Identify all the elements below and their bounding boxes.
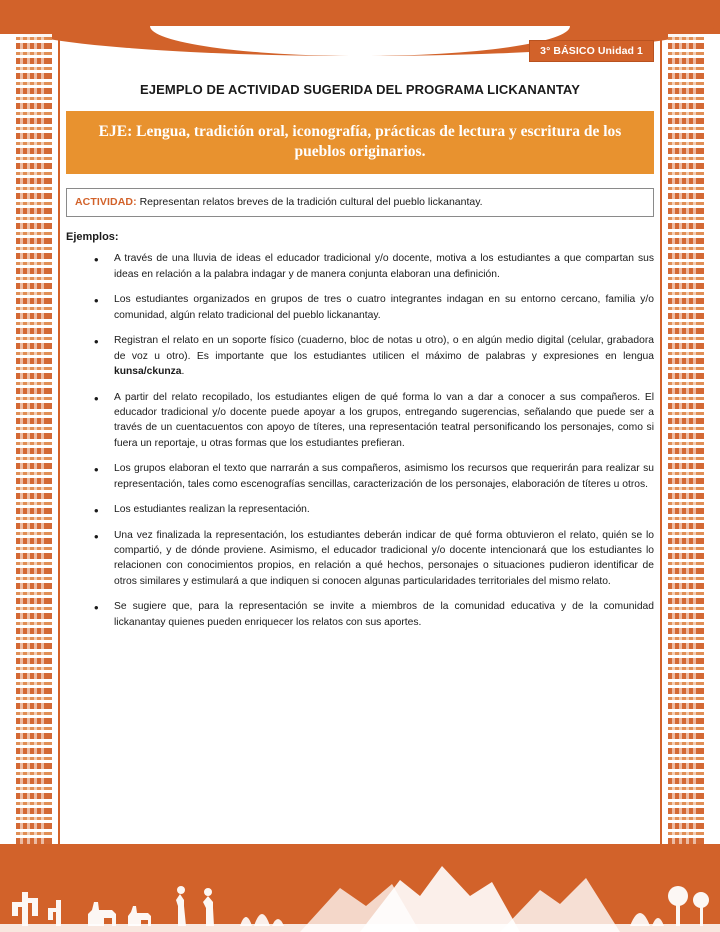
list-item	[100, 461, 654, 492]
eje-banner	[66, 111, 654, 174]
list-item-emphasis: kunsa/ckunza	[114, 366, 182, 378]
list-item	[100, 333, 654, 379]
activity-label: ACTIVIDAD:	[75, 196, 137, 209]
list-item	[100, 390, 654, 452]
list-item-text: Registran el relato en un soporte físico (cuaderno, bloc de notas u otro), o en algún medio digital (celular, grabadora de voz u otro). Es importante que los estudiantes utilicen el máximo de palabras y expresiones en lengua	[114, 335, 654, 362]
examples-list	[66, 251, 654, 630]
list-item-text: Los grupos elaboran el texto que narrarán a sus compañeros, asimismo los recursos que requerirán para realizar su representación, tales como escenografías sencillas, caracterización de los personajes, elaboración de títeres u otros.	[114, 463, 654, 490]
bottom-decorative-band	[0, 844, 720, 932]
left-ornamental-border	[16, 34, 52, 844]
examples-heading: Ejemplos:	[66, 231, 119, 244]
andean-landscape-silhouette	[0, 844, 720, 932]
activity-text: Representan relatos breves de la tradición cultural del pueblo lickanantay.	[139, 196, 483, 209]
list-item-text: Una vez finalizada la representación, los estudiantes deberán indicar de qué forma obtuvieron el relato, quién se lo compartió, y de dónde proviene. Asimismo, el educador tradicional y/o docente intencionará que los estudiantes lo relacionen con conocimientos propios, en relación a qué hechos, personajes o situaciones pudieron identificar de otros similares y estimulará a que indiquen si conocen algunas particularidades territoriales del mismo relato.	[114, 529, 654, 587]
list-item-text: A partir del relato recopilado, los estudiantes eligen de qué forma lo van a dar a conocer a sus compañeros. El educador tradicional y/o docente puede apoyar a los grupos, entregando sugerencias, señalando que puede ser a través de un cuentacuentos con apoyo de títeres, una representación teatral personificando los personajes, como si fuera un reportaje, u otras formas que los estudiantes prefieran.	[114, 391, 654, 449]
list-item	[100, 502, 654, 517]
list-item-text: Se sugiere que, para la representación se invite a miembros de la comunidad educativa y de la comunidad lickanantay quienes pueden enriquecer los relatos con sus aportes.	[114, 601, 654, 628]
right-inner-rule	[660, 34, 662, 844]
list-item	[100, 599, 654, 630]
list-item-text: Los estudiantes organizados en grupos de tres o cuatro integrantes indagan en su entorno cercano, familia y/o comunidad, algún relato tradicional del pueblo lickanantay.	[114, 294, 654, 321]
eje-label: EJE:	[98, 123, 133, 140]
unit-badge: 3° BÁSICO Unidad 1	[529, 40, 654, 62]
list-item-text: Los estudiantes realizan la representación.	[114, 504, 310, 516]
list-item	[100, 292, 654, 323]
list-item	[100, 251, 654, 282]
right-ornamental-border	[668, 34, 704, 844]
eje-text: Lengua, tradición oral, iconografía, prácticas de lectura y escritura de los pueblos originarios.	[136, 123, 622, 161]
list-item-text-tail: .	[181, 366, 185, 378]
list-item	[100, 528, 654, 590]
page-title: EJEMPLO DE ACTIVIDAD SUGERIDA DEL PROGRAMA LICKANANTAY	[140, 82, 580, 97]
left-inner-rule	[58, 34, 60, 844]
document-content	[66, 34, 654, 844]
list-item-text: A través de una lluvia de ideas el educador tradicional y/o docente, motiva a los estudiantes a que compartan sus ideas en relación a la palabra indagar y de manera conjunta elaboran una definición.	[114, 253, 654, 280]
activity-box	[66, 188, 654, 217]
